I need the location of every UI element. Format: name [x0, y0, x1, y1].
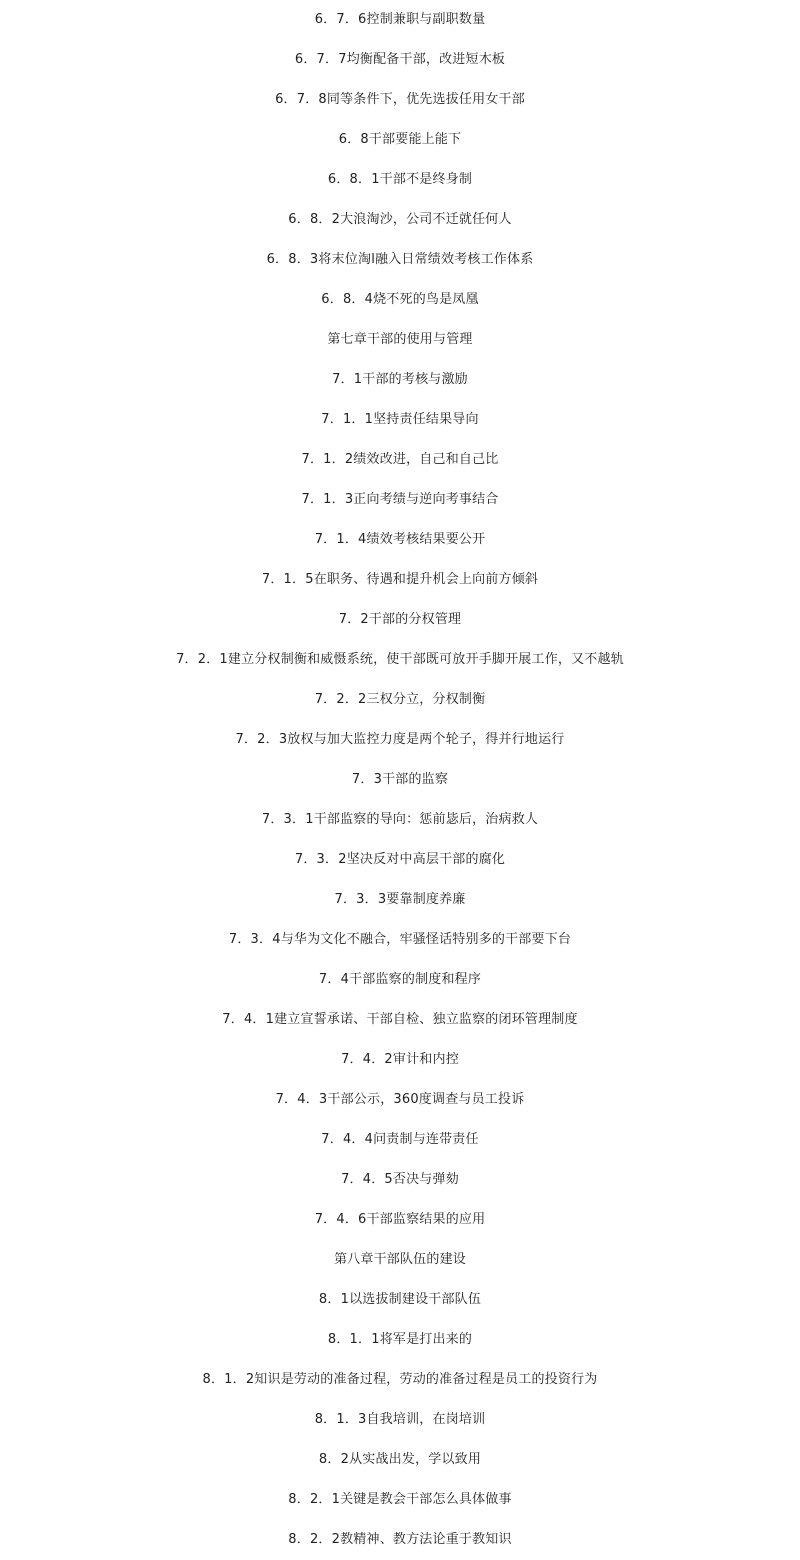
toc-entry-7-4-4: 7．4．4问责制与连带责任: [321, 1132, 479, 1147]
toc-entry-7-1-5: 7．1．5在职务、待遇和提升机会上向前方倾斜: [261, 572, 539, 587]
toc-entry-8-1-1: 8．1．1将军是打出来的: [327, 1332, 473, 1347]
toc-entry-7-2: 7．2干部的分权管理: [338, 612, 462, 627]
toc-entry-7-3-1: 7．3．1干部监察的导向：惩前毖后，治病救人: [261, 812, 539, 827]
toc-entry-8-2-1: 8．2．1关键是教会干部怎么具体做事: [288, 1492, 512, 1507]
toc-entry-7-4: 7．4干部监察的制度和程序: [318, 972, 482, 987]
toc-entry-7-1-3: 7．1．3正向考绩与逆向考事结合: [301, 492, 499, 507]
toc-chapter-8: 第八章干部队伍的建设: [333, 1252, 466, 1267]
toc-entry-7-1-2: 7．1．2绩效改进，自己和自己比: [301, 452, 499, 467]
toc-entry-7-2-3: 7．2．3放权与加大监控力度是两个轮子，得并行地运行: [235, 732, 565, 747]
toc-entry-7-4-2: 7．4．2审计和内控: [341, 1052, 459, 1067]
toc-entry-7-2-1: 7．2．1建立分权制衡和威慑系统，使干部既可放开手脚开展工作，又不越轨: [176, 652, 624, 667]
toc-entry-6-8-1: 6．8．1干部不是终身制: [327, 172, 473, 187]
toc-entry-7-3-2: 7．3．2坚决反对中高层干部的腐化: [294, 852, 506, 867]
toc-entry-8-1: 8．1以选拔制建设干部队伍: [318, 1292, 482, 1307]
toc-entry-7-4-1: 7．4．1建立宣誓承诺、干部自检、独立监察的闭环管理制度: [222, 1012, 578, 1027]
toc-entry-7-4-5: 7．4．5否决与弹劾: [341, 1172, 459, 1187]
toc-entry-8-2: 8．2从实战出发，学以致用: [318, 1452, 482, 1467]
toc-entry-7-3-4: 7．3．4与华为文化不融合，牢骚怪话特别多的干部要下台: [228, 932, 572, 947]
toc-entry-6-8: 6．8干部要能上能下: [338, 132, 462, 147]
toc-entry-8-1-2: 8．1．2知识是劳动的准备过程，劳动的准备过程是员工的投资行为: [202, 1372, 598, 1387]
toc-entry-7-1: 7．1干部的考核与激励: [332, 372, 468, 387]
toc-entry-8-1-3: 8．1．3自我培训，在岗培训: [314, 1412, 486, 1427]
toc-entry-7-1-1: 7．1．1坚持责任结果导向: [321, 412, 479, 427]
toc-chapter-7: 第七章干部的使用与管理: [327, 332, 473, 347]
toc-entry-7-3-3: 7．3．3要靠制度养廉: [334, 892, 466, 907]
toc-entry-7-4-3: 7．4．3干部公示，360度调查与员工投诉: [275, 1092, 525, 1107]
toc-entry-6-8-3: 6．8．3将末位淘l融入日常绩效考核工作体系: [266, 252, 534, 267]
toc-entry-7-1-4: 7．1．4绩效考核结果要公开: [314, 532, 486, 547]
toc-entry-7-4-6: 7．4．6干部监察结果的应用: [314, 1212, 486, 1227]
toc-entry-6-7-8: 6．7．8同等条件下，优先选拔任用女干部: [275, 92, 525, 107]
toc-entry-6-7-7: 6．7．7均衡配备干部，改进短木板: [294, 52, 506, 67]
toc-entry-6-8-4: 6．8．4烧不死的鸟是凤凰: [321, 292, 479, 307]
toc-entry-6-7-6: 6．7．6控制兼职与副职数量: [314, 12, 486, 27]
toc-entry-7-2-2: 7．2．2三权分立，分权制衡: [314, 692, 486, 707]
toc-entry-7-3: 7．3干部的监察: [351, 772, 449, 787]
toc-entry-6-8-2: 6．8．2大浪淘沙，公司不迁就任何人: [288, 212, 512, 227]
toc-entry-8-2-2: 8．2．2教精神、教方法论重于教知识: [288, 1532, 512, 1547]
